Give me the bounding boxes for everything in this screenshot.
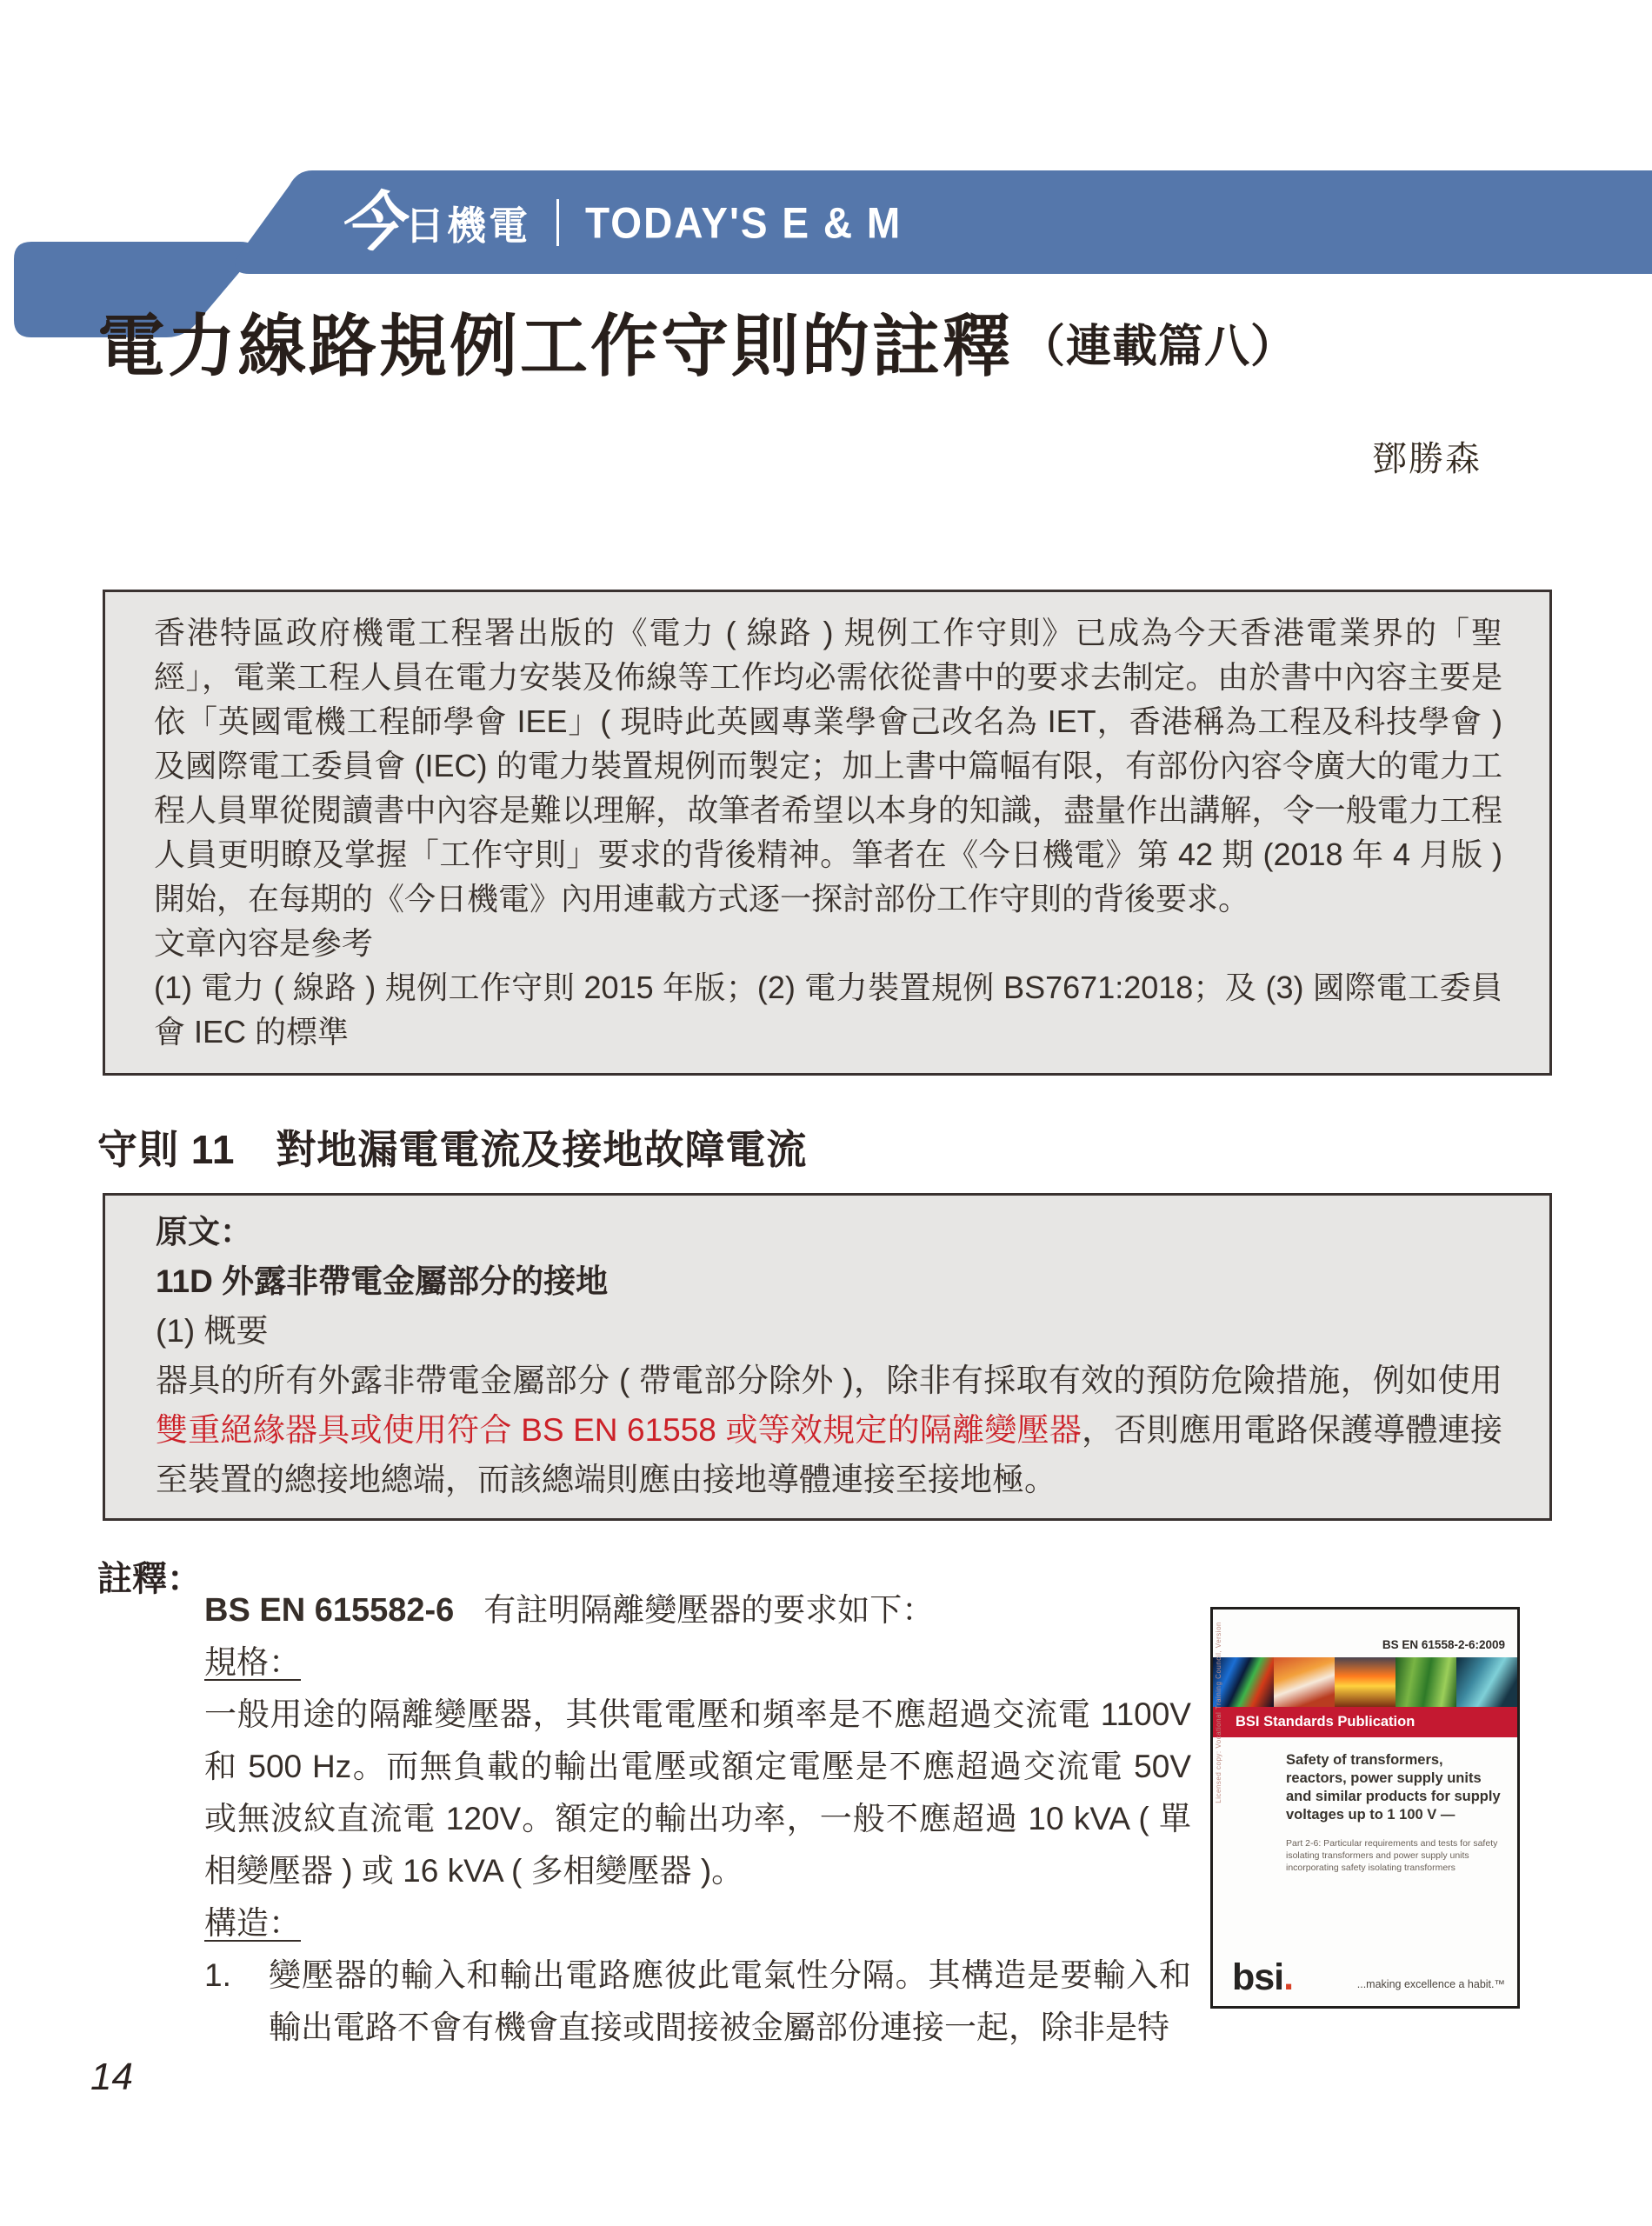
magazine-logo bbox=[338, 170, 902, 274]
logo-divider bbox=[556, 199, 559, 246]
clause-body bbox=[156, 1356, 1502, 1504]
construction-list-item bbox=[204, 1949, 1191, 2054]
list-text: 變壓器的輸入和輸出電路應彼此電氣性分隔。其構造是要輸入和輸出電路不會有機會直接或間接被金屬部份連接一起，除非是特 bbox=[269, 1957, 1191, 2045]
cover-standard-ref: BS EN 61558-2-6:2009 bbox=[1382, 1638, 1505, 1651]
cover-subtitle: Part 2-6: Particular requirements and tests for safety isolating transformers and power supply units incorporating safety isolating transformers bbox=[1286, 1838, 1498, 1873]
intro-paragraph: (1) 電力 ( 線路 ) 規例工作守則 2015 年版；(2) 電力裝置規例 BS7671:2018；及 (3) 國際電工委員會 IEC 的標準 bbox=[154, 970, 1502, 1050]
magazine-logo-cjk: 日機電 bbox=[405, 203, 531, 248]
logo-character-jin: 今 bbox=[338, 184, 403, 260]
photo-firefighters bbox=[1335, 1657, 1396, 1707]
cover-footer bbox=[1232, 1956, 1505, 1999]
bsi-standard-cover bbox=[1210, 1607, 1520, 2009]
cover-photo-strip bbox=[1213, 1657, 1517, 1707]
article-title-main: 電力線路規例工作守則的註釋 bbox=[97, 308, 1014, 384]
clause-body-pre: 器具的所有外露非帶電金屬部分 ( 帶電部分除外 )，除非有採取有效的預防危險措施，例如使用 bbox=[156, 1363, 1502, 1398]
clause-item-label: (1) 概要 bbox=[156, 1313, 269, 1349]
photo-bamboo-forest bbox=[1396, 1657, 1456, 1707]
cover-side-license-text: Licensed copy: Vocational Training Council, Version bbox=[1215, 1622, 1222, 1803]
article-title-subtitle: （連載篇八） bbox=[1020, 322, 1297, 372]
original-label: 原文： bbox=[156, 1214, 252, 1250]
bsi-logo-text: bsi bbox=[1232, 1956, 1284, 1999]
list-number: 1. bbox=[204, 1957, 231, 1993]
intro-paragraph: 文章內容是參考 bbox=[154, 925, 374, 961]
page-number: 14 bbox=[90, 2056, 133, 2098]
construction-label: 構造： bbox=[204, 1905, 301, 1941]
magazine-logo-en: TODAY'S E & M bbox=[585, 197, 903, 247]
photo-worker bbox=[1274, 1657, 1335, 1707]
cover-title: Safety of transformers, reactors, power supply units and similar products for supply voltages up to 1 100 V — bbox=[1286, 1752, 1501, 1823]
intro-box bbox=[103, 590, 1552, 1076]
photo-cars-factory bbox=[1456, 1657, 1517, 1707]
original-text-box bbox=[103, 1193, 1552, 1521]
bsi-logo bbox=[1232, 1956, 1294, 1999]
clause-body-post: ，否則應用電路保護導體連接至裝置的總接地總端，而該總端則應由接地導體連接至接地極。 bbox=[156, 1412, 1503, 1497]
spec-paragraph: 一般用途的隔離變壓器，其供電電壓和頻率是不應超過交流電 1100V 和 500 Hz。而無負載的輸出電壓或額定電壓是不應超過交流電 50V 或無波紋直流電 120V。額定的輸出功率，一般不應超過 10 kVA ( 單相變壓器 ) 或 16 kVA ( 多相變壓器 )。 bbox=[204, 1696, 1191, 1889]
article-title bbox=[97, 292, 1296, 390]
bsi-logo-dot: . bbox=[1283, 1956, 1294, 1999]
bsi-tagline: ...making excellence a habit.™ bbox=[1356, 1978, 1505, 1990]
annotation-intro-text: 有註明隔離變壓器的要求如下： bbox=[483, 1592, 935, 1628]
spec-label: 規格： bbox=[204, 1644, 301, 1680]
annotation-label: 註釋： bbox=[97, 1560, 202, 1598]
annotation-intro bbox=[204, 1584, 1191, 1636]
intro-paragraph: 香港特區政府機電工程署出版的《電力 ( 線路 ) 規例工作守則》已成為今天香港電業界的「聖經」，電業工程人員在電力安裝及佈線等工作均必需依從書中的要求去制定。由於書中內容主要是依「英國電機工程師學會 IEE」( 現時此英國專業學會己改名為 IET，香港稱為工程及科技學會 ) 及國際電工委員會 (IEC) 的電力裝置規例而製定；加上書中篇幅有限，有部份內容令廣大的電力工程人員單從閱讀書中內容是難以理解，故筆者希望以本身的知識，盡量作出講解，令一般電力工程人員更明瞭及掌握「工作守則」要求的背後精神。筆者在《今日機電》第 42 期 (2018 年 4 月版 ) 開始，在每期的《今日機電》內用連載方式逐一探討部份工作守則的背後要求。 bbox=[154, 615, 1502, 916]
header-banner bbox=[215, 170, 1652, 274]
cover-publisher-band: BSI Standards Publication bbox=[1213, 1707, 1517, 1737]
clause-heading: 11D 外露非帶電金屬部分的接地 bbox=[156, 1263, 609, 1299]
annotation-body bbox=[204, 1584, 1191, 2054]
author-name: 鄧勝森 bbox=[1372, 440, 1482, 478]
clause-body-highlight: 雙重絕緣器具或使用符合 BS EN 61558 或等效規定的隔離變壓器 bbox=[156, 1412, 1082, 1448]
standard-ref: BS EN 615582-6 bbox=[204, 1592, 455, 1629]
section-heading: 守則 11 對地漏電電流及接地故障電流 bbox=[97, 1127, 808, 1172]
